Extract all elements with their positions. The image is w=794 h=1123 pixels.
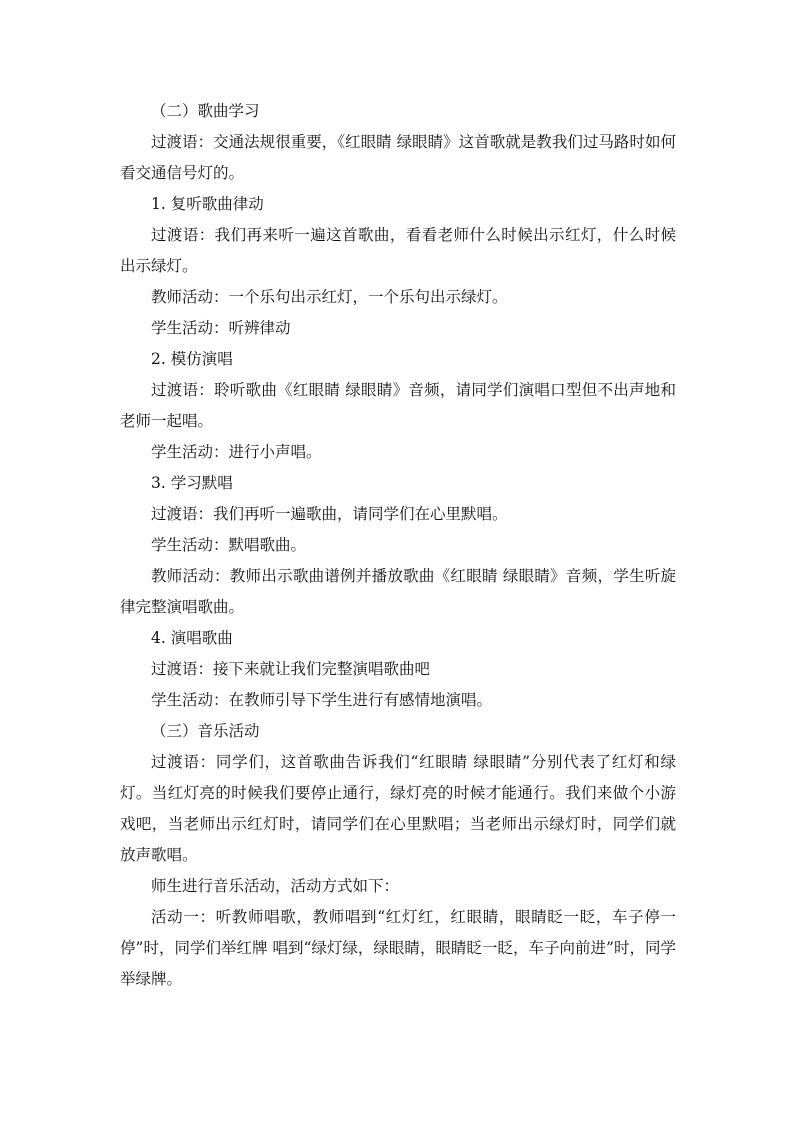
paragraph-student-activity-2: 学生活动：进行小声唱。 — [151, 443, 322, 461]
step-heading-4: 4. 演唱歌曲 — [151, 629, 233, 647]
document-body — [120, 96, 676, 995]
paragraph-student-activity-4: 学生活动：在教师引导下学生进行有感情地演唱。 — [151, 691, 493, 709]
paragraph-transition-3: 过渡语：聆听歌曲《红眼睛 绿眼睛》音频，请同学们演唱口型但不出声地和老师一起唱。 — [120, 381, 676, 430]
step-heading-3: 3. 学习默唱 — [151, 474, 233, 492]
paragraph-transition-6: 过渡语：同学们，这首歌曲告诉我们“红眼睛 绿眼睛”分别代表了红灯和绿灯。当红灯亮的时候我们要停止通行，绿灯亮的时候才能通行。我们来做个小游戏吧，当老师出示红灯时，请同学们在心里默唱；当老师出示绿灯时，同学们就放声歌唱。 — [120, 753, 676, 864]
step-heading-2: 2. 模仿演唱 — [151, 350, 233, 368]
paragraph-teacher-activity-1: 教师活动：一个乐句出示红灯，一个乐句出示绿灯。 — [151, 288, 508, 306]
paragraph-transition-5: 过渡语：接下来就让我们完整演唱歌曲吧 — [151, 660, 431, 678]
paragraph-teacher-activity-2: 教师活动：教师出示歌曲谱例并播放歌曲《红眼睛 绿眼睛》音频，学生听旋律完整演唱歌曲。 — [120, 567, 676, 616]
paragraph-activity-method: 师生进行音乐活动，活动方式如下： — [151, 877, 400, 895]
section-heading-song-learning: （二）歌曲学习 — [151, 102, 260, 120]
section-heading-music-activity: （三）音乐活动 — [151, 722, 260, 740]
paragraph-transition-2: 过渡语：我们再来听一遍这首歌曲，看看老师什么时候出示红灯，什么时候出示绿灯。 — [120, 226, 676, 275]
paragraph-transition-4: 过渡语：我们再听一遍歌曲，请同学们在心里默唱。 — [151, 505, 508, 523]
paragraph-student-activity-3: 学生活动：默唱歌曲。 — [151, 536, 307, 554]
step-heading-1: 1. 复听歌曲律动 — [151, 195, 264, 213]
paragraph-student-activity-1: 学生活动：听辨律动 — [151, 319, 291, 337]
paragraph-activity-one: 活动一：听教师唱歌，教师唱到“红灯红，红眼睛，眼睛眨一眨，车子停一停”时，同学们举红牌 唱到“绿灯绿，绿眼睛，眼睛眨一眨，车子向前进”时，同学举绿牌。 — [120, 908, 676, 988]
paragraph-transition-1: 过渡语：交通法规很重要，《红眼睛 绿眼睛》这首歌就是教我们过马路时如何看交通信号灯的。 — [120, 133, 676, 182]
